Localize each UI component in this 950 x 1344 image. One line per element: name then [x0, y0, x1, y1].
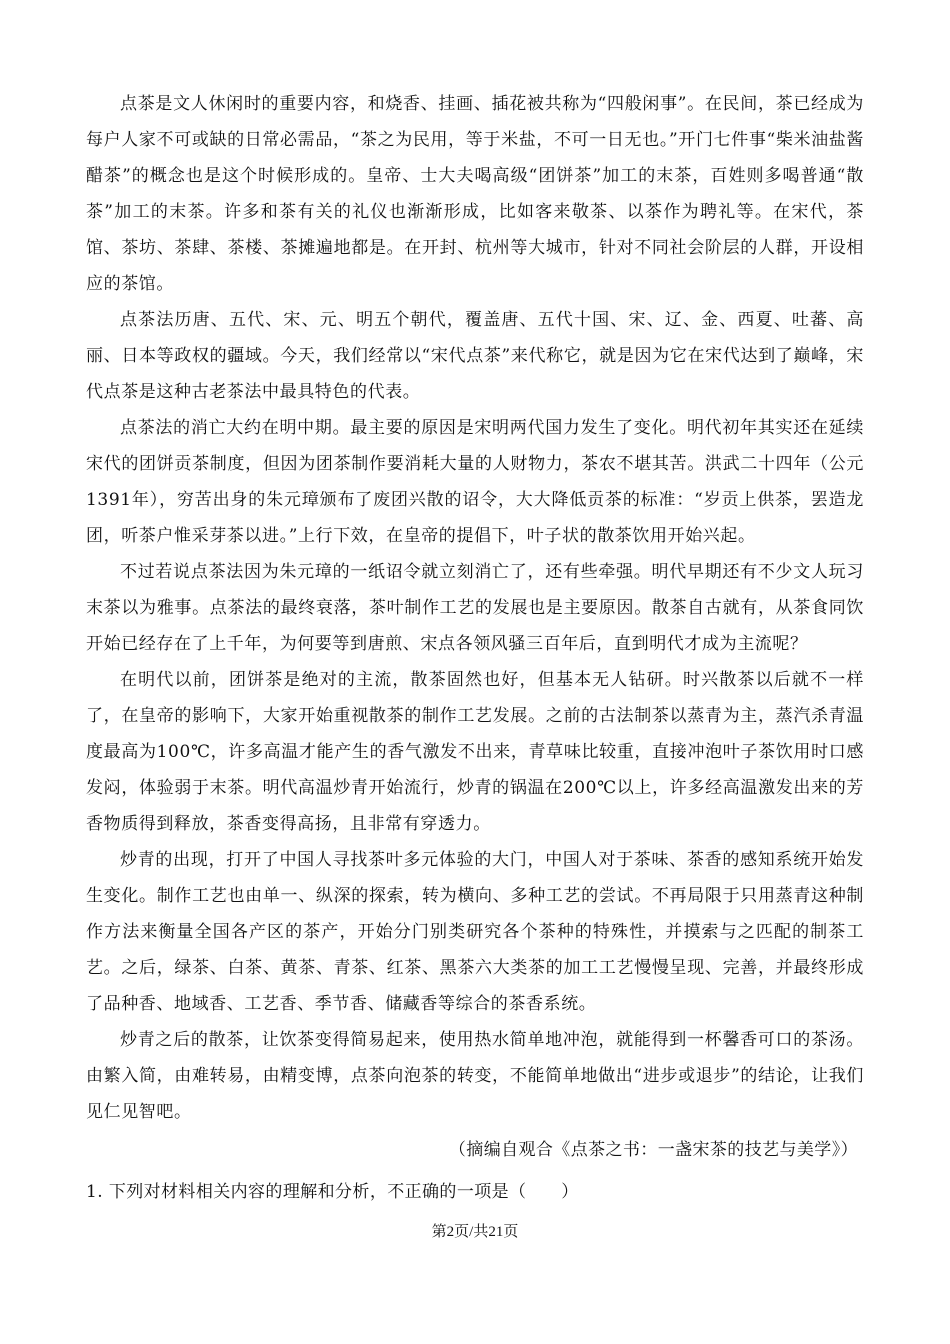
- paragraph: 炒青之后的散茶，让饮茶变得简易起来，使用热水简单地冲泡，就能得到一杯馨香可口的茶汤。由繁入简，由难转易，由精变博，点茶向泡茶的转变，不能简单地做出“进步或退步”的结论，让我们见仁见智吧。: [86, 1030, 864, 1122]
- paragraph: 点茶法的消亡大约在明中期。最主要的原因是宋明两代国力发生了变化。明代初年其实还在延续宋代的团饼贡茶制度，但因为团茶制作要消耗大量的人财物力，茶农不堪其苦。洪武二十四年（公元1391年），穷苦出身的朱元璋颁布了废团兴散的诏令，大大降低贡茶的标准：“岁贡上供茶，罢造龙团，听茶户惟采芽茶以进。”上行下效，在皇帝的提倡下，叶子状的散茶饮用开始兴起。: [86, 418, 864, 546]
- paragraph: 点茶法历唐、五代、宋、元、明五个朝代，覆盖唐、五代十国、宋、辽、金、西夏、吐蕃、高丽、日本等政权的疆域。今天，我们经常以“宋代点茶”来代称它，就是因为它在宋代达到了巅峰，宋代点茶是这种古老茶法中最具特色的代表。: [86, 310, 864, 402]
- question-stem: 1. 下列对材料相关内容的理解和分析，不正确的一项是（ ）: [86, 1182, 579, 1202]
- page-number: 第2页/共21页: [431, 1224, 519, 1240]
- paragraph: 在明代以前，团饼茶是绝对的主流，散茶固然也好，但基本无人钻研。时兴散茶以后就不一样了，在皇帝的影响下，大家开始重视散茶的制作工艺发展。之前的古法制茶以蒸青为主，蒸汽杀青温度最高为100℃，许多高温才能产生的香气激发不出来，青草味比较重，直接冲泡叶子茶饮用时口感发闷，体验弱于末茶。明代高温炒青开始流行，炒青的锅温在200℃以上，许多经高温激发出来的芳香物质得到释放，茶香变得高扬，且非常有穿透力。: [86, 670, 864, 834]
- paragraph: 不过若说点茶法因为朱元璋的一纸诏令就立刻消亡了，还有些牵强。明代早期还有不少文人玩习末茶以为雅事。点茶法的最终衰落，茶叶制作工艺的发展也是主要原因。散茶自古就有，从茶食同饮开始已经存在了上千年，为何要等到唐煎、宋点各领风骚三百年后，直到明代才成为主流呢？: [86, 562, 864, 654]
- article-body: [86, 86, 864, 1130]
- source-citation: （摘编自观合《点茶之书：一盏宋茶的技艺与美学》）: [448, 1140, 858, 1160]
- paragraph: 点茶是文人休闲时的重要内容，和烧香、挂画、插花被共称为“四般闲事”。在民间，茶已经成为每户人家不可或缺的日常必需品，“茶之为民用，等于米盐，不可一日无也。”开门七件事“柴米油盐酱醋茶”的概念也是这个时候形成的。皇帝、士大夫喝高级“团饼茶”加工的末茶，百姓则多喝普通“散茶”加工的末茶。许多和茶有关的礼仪也渐渐形成，比如客来敬茶、以茶作为聘礼等。在宋代，茶馆、茶坊、茶肆、茶楼、茶摊遍地都是。在开封、杭州等大城市，针对不同社会阶层的人群，开设相应的茶馆。: [86, 94, 864, 294]
- paragraph: 炒青的出现，打开了中国人寻找茶叶多元体验的大门，中国人对于茶味、茶香的感知系统开始发生变化。制作工艺也由单一、纵深的探索，转为横向、多种工艺的尝试。不再局限于只用蒸青这种制作方法来衡量全国各产区的茶产，开始分门别类研究各个茶种的特殊性，并摸索与之匹配的制茶工艺。之后，绿茶、白茶、黄茶、青茶、红茶、黑茶六大类茶的加工工艺慢慢呈现、完善，并最终形成了品种香、地域香、工艺香、季节香、储藏香等综合的茶香系统。: [86, 850, 864, 1014]
